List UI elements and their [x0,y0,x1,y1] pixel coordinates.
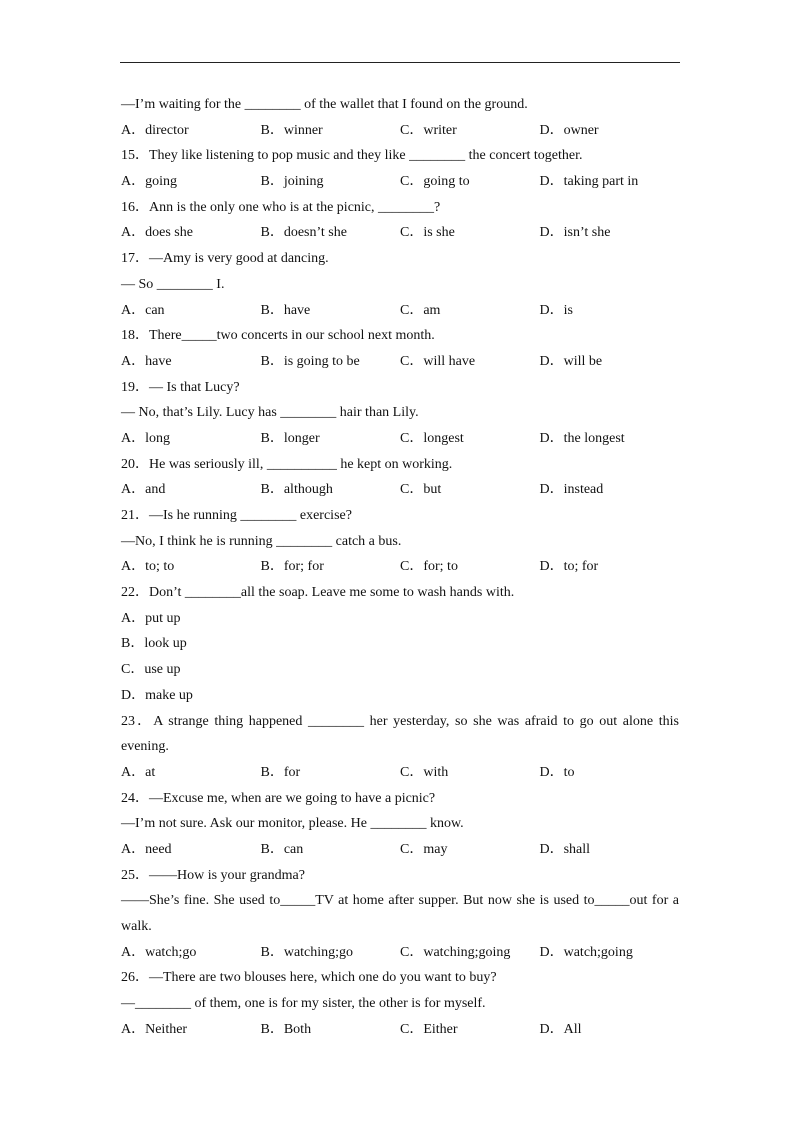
option-d: D．watch;going [539,944,633,960]
question-14-options [121,118,679,144]
option-b: B．for; for [260,559,324,575]
option-c: C．is she [400,225,455,241]
option-c: C．going to [400,174,470,190]
option-b: B．for [260,764,301,780]
question-25-options [121,940,679,966]
option-a: A．can [121,302,165,318]
question-18-prompt: 18．There_____two concerts in our school next month. [121,328,435,344]
option-a: A．at [121,764,156,780]
option-b: B．Both [260,1021,312,1037]
question-25-reply: ——She’s fine. She used to_____TV at home after supper. But now she is used to_____out for a [121,893,679,909]
option-b: B．can [260,841,304,857]
option-b: B．look up [121,636,187,652]
question-25-prompt: 25．——How is your grandma? [121,867,305,883]
option-a: A．going [121,174,177,190]
question-26-options [121,1017,679,1043]
question-23-prompt: 23．A strange thing happened ________ her yesterday, so she was afraid to go out alone this [121,713,679,729]
option-c: C．longest [400,430,464,446]
option-d: D．is [539,302,573,318]
option-a: A．long [121,430,170,446]
question-19-options [121,426,679,452]
question-list [121,92,679,1042]
option-d: D．will be [539,353,603,369]
header-rule [120,62,680,63]
option-c: C．watching;going [400,944,511,960]
option-b: B．have [260,302,311,318]
option-d: D．isn’t she [539,225,611,241]
option-b: B．doesn’t she [260,225,347,241]
option-c: C．use up [121,662,181,678]
question-16-prompt: 16．Ann is the only one who is at the picnic, ________? [121,199,441,215]
option-c: C．am [400,302,441,318]
question-14-prompt: —I’m waiting for the ________ of the wallet that I found on the ground. [121,97,528,112]
option-d: D．the longest [539,430,625,446]
question-21-options [121,554,679,580]
option-a: A．and [121,482,166,498]
option-c: C．but [400,482,442,498]
question-19-prompt: 19．— Is that Lucy? [121,379,240,395]
option-d: D．taking part in [539,174,639,190]
question-21-reply: —No, I think he is running ________ catch a bus. [121,533,402,549]
option-c: C．writer [400,122,457,138]
option-c: C．will have [400,353,476,369]
question-23-options [121,760,679,786]
option-d: D．to [539,764,575,780]
option-d: D．instead [539,482,604,498]
option-b: B．joining [260,174,324,190]
option-b: B．watching;go [260,944,354,960]
question-17-options [121,298,679,324]
question-17-prompt: 17．—Amy is very good at dancing. [121,251,329,267]
option-a: A．have [121,353,172,369]
option-d: D．All [539,1021,582,1037]
question-23-prompt-cont: evening. [121,739,169,755]
option-d: D．to; for [539,559,599,575]
question-15-prompt: 15．They like listening to pop music and they like ________ the concert together. [121,148,583,164]
option-d: D．shall [539,841,591,857]
question-21-prompt: 21．—Is he running ________ exercise? [121,508,352,523]
question-26-prompt: 26．—There are two blouses here, which one do you want to buy? [121,970,497,986]
question-19-reply: — No, that’s Lily. Lucy has ________ hair than Lily. [121,405,419,421]
question-25-reply-cont: walk. [121,919,152,934]
question-24-reply: —I’m not sure. Ask our monitor, please. He ________ know. [121,816,464,832]
question-24-options [121,837,679,863]
option-c: C．may [400,841,448,857]
question-22-prompt: 22．Don’t ________all the soap. Leave me some to wash hands with. [121,585,515,601]
question-15-options [121,169,679,195]
option-a: A．director [121,122,189,138]
question-24-prompt: 24．—Excuse me, when are we going to have a picnic? [121,790,436,806]
option-c: C．for; to [400,559,458,575]
question-18-options [121,349,679,375]
option-a: A．watch;go [121,944,197,960]
option-b: B．although [260,482,333,498]
option-b: B．longer [260,430,320,446]
option-b: B．is going to be [260,353,360,369]
option-a: A．put up [121,610,181,626]
question-17-reply: — So ________ I. [121,276,225,292]
question-20-options [121,477,679,503]
option-d: D．owner [539,122,599,138]
question-16-options [121,220,679,246]
option-a: A．Neither [121,1021,188,1037]
option-b: B．winner [260,122,323,138]
option-c: C．Either [400,1021,458,1037]
question-20-prompt: 20．He was seriously ill, __________ he kept on working. [121,456,453,472]
option-c: C．with [400,764,449,780]
question-26-reply: —________ of them, one is for my sister, the other is for myself. [121,996,486,1012]
option-d: D．make up [121,687,193,703]
option-a: A．does she [121,225,193,241]
option-a: A．need [121,841,172,857]
option-a: A．to; to [121,559,175,575]
